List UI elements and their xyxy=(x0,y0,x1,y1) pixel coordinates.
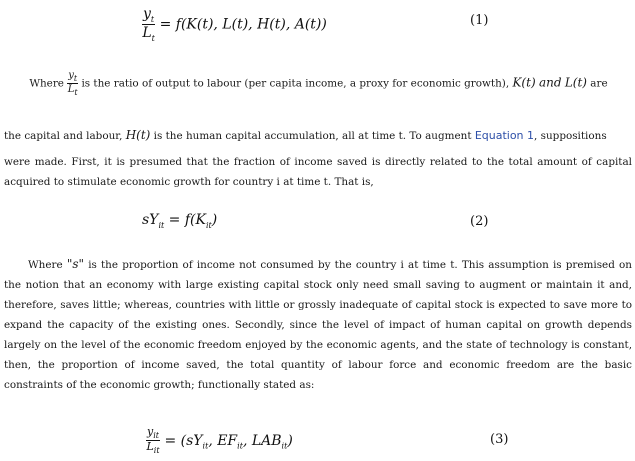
eq1-fraction: $\frac{y_t}{L_t}$ xyxy=(142,6,155,43)
para2-s: "s" xyxy=(66,257,85,271)
equation-1-number: (1) xyxy=(470,13,489,28)
equation-3-number: (3) xyxy=(490,432,509,447)
para1-where: Where xyxy=(29,77,64,90)
equation-1 xyxy=(142,6,327,43)
para1-rest: were made. First, it is presumed that the fraction of income saved is directly related to the total amount of capital acquired to stimulate economic growth for country i at time t. That is, xyxy=(4,156,632,188)
para2-text: is the proportion of income not consumed by the country i at time t. This assumption is premised on the notion that an economy with large existing capital stock only need small saving to augment or maintain it and, therefore, saves little; whereas, countries with little or grossly inadequate of capital stock is expected to save more to expand the capacity of the existing ones. Secondly, since the level of impact of human capital on growth depends largely on the level of the economic freedom enjoyed by the economic agents, and the state of technology is constant, then, the proportion of income saved, the total quantity of labour force and economic freedom are the basic constraints of the economic growth; functionally stated as: xyxy=(4,259,632,391)
para1-line2-a: the capital and labour, xyxy=(4,130,123,142)
para1-line2-c: , suppositions xyxy=(534,130,607,142)
para1-line2 xyxy=(4,128,632,142)
para1-line1 xyxy=(4,70,632,97)
para1-k: K(t) xyxy=(512,75,536,90)
para1-h: H(t) xyxy=(125,128,151,142)
para1-fraction: $\frac{y_t}{L_t}$ xyxy=(67,70,78,98)
para2 xyxy=(4,254,632,395)
para1-and: and xyxy=(538,75,562,90)
para1-l: L(t) xyxy=(564,75,587,90)
para2-where: Where xyxy=(28,259,63,271)
para1-text-a: is the ratio of output to labour (per capita income, a proxy for economic growth), xyxy=(81,77,510,90)
eq3-fraction: $\frac{y_{it}}{L_{it}}$ xyxy=(146,425,160,456)
equation-1-link[interactable]: Equation 1 xyxy=(474,129,535,142)
para1-line2-b: is the human capital accumulation, all at time t. To augment xyxy=(153,130,472,142)
para1-are: are xyxy=(590,77,608,90)
equation-2: $sY_{it} = f(K_{it})$ xyxy=(142,212,218,230)
eq1-rhs: = f(K(t), L(t), H(t), A(t)) xyxy=(159,16,327,33)
equation-3: $\frac{y_{it}}{L_{it}}$ = ($sY_{it}$, $EF_{it}$, $LAB_{it}$) xyxy=(146,425,293,456)
equation-2-number: (2) xyxy=(470,214,489,229)
